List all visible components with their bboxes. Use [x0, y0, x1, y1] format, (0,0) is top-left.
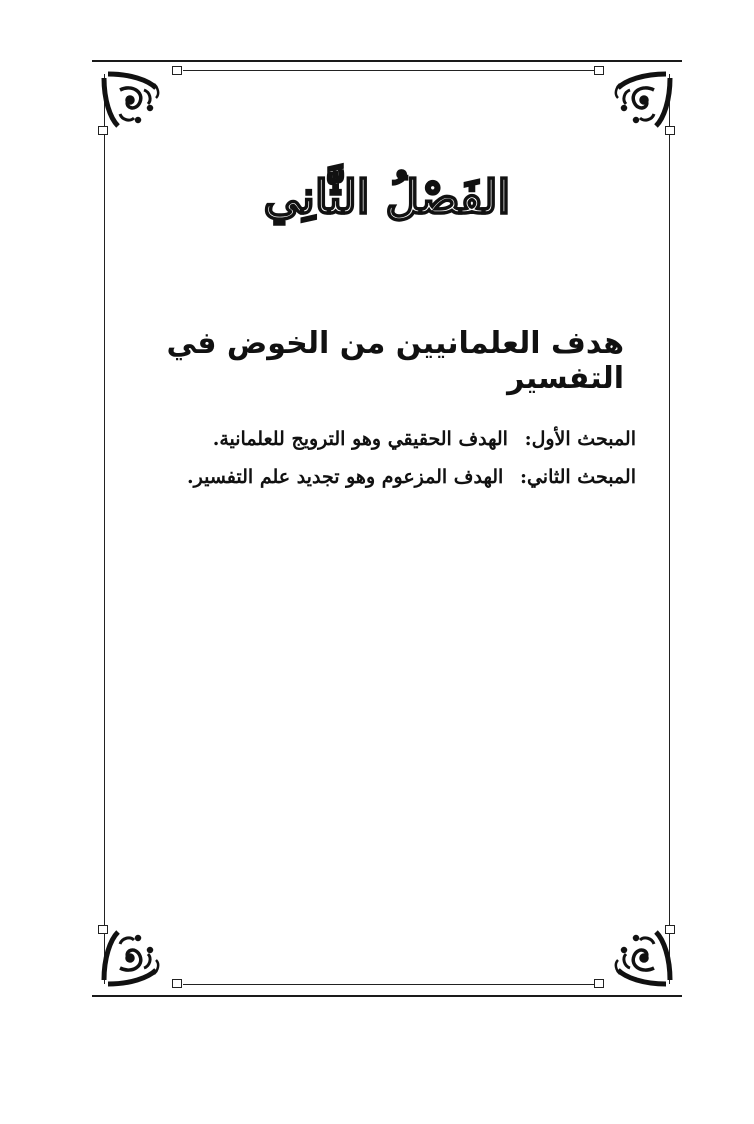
- section-item: [170, 458, 636, 496]
- floral-scroll-icon: [604, 70, 674, 140]
- frame-square-tab: [594, 66, 604, 75]
- frame-bottom-line: [183, 984, 595, 985]
- top-rule: [92, 60, 682, 62]
- frame-square-tab: [594, 979, 604, 988]
- chapter-subject: هدف العلمانيين من الخوض في التفسير: [166, 326, 624, 396]
- section-label: المبحث الثاني:: [519, 466, 636, 488]
- floral-scroll-icon: [604, 918, 674, 988]
- section-text: الهدف الحقيقي وهو الترويج للعلمانية.: [212, 428, 508, 450]
- bottom-rule: [92, 995, 682, 997]
- frame-square-tab: [172, 66, 182, 75]
- section-item: [170, 420, 636, 458]
- floral-scroll-icon: [100, 70, 170, 140]
- section-label: المبحث الأول:: [524, 428, 636, 450]
- frame-top-line: [183, 70, 595, 71]
- section-text: الهدف المزعوم وهو تجديد علم التفسير.: [187, 466, 504, 488]
- chapter-title: الفَصْلُ الثَّانِي: [263, 170, 511, 224]
- floral-scroll-icon: [100, 918, 170, 988]
- section-list: [170, 420, 636, 496]
- frame-square-tab: [172, 979, 182, 988]
